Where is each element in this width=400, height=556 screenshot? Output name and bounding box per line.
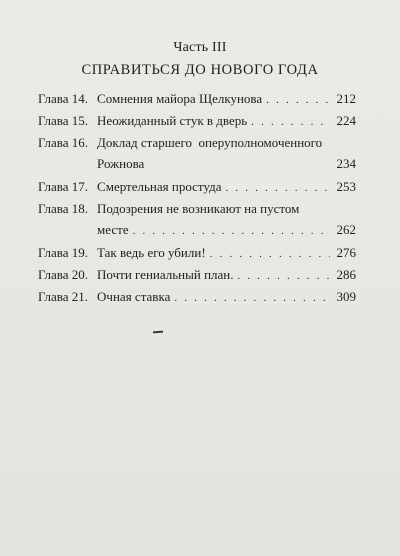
chapter-number: Глава 16.	[38, 135, 89, 150]
chapter-title: Подозрения не возникают на пустом	[97, 201, 300, 216]
chapter-title: Так ведь его убили!	[97, 245, 206, 260]
page-number: 212	[336, 91, 356, 106]
chapter-number: Глава 19.	[38, 245, 89, 260]
toc-entry-17	[38, 176, 356, 199]
dot-leader	[251, 112, 330, 133]
chapter-number: Глава 15.	[38, 113, 89, 128]
chapter-number: Глава 20.	[38, 267, 89, 282]
toc-entry-18	[38, 198, 356, 242]
part-title: СПРАВИТЬСЯ ДО НОВОГО ГОДА	[81, 62, 319, 78]
chapter-number: Глава 14.	[38, 91, 89, 106]
ink-mark	[153, 331, 163, 334]
dot-leader	[210, 244, 330, 265]
chapter-title: Сомнения майора Щелкунова	[97, 91, 263, 106]
chapter-title: Смертельная простуда	[97, 179, 222, 194]
dot-leader	[226, 178, 331, 199]
page-number: 224	[336, 113, 356, 128]
page-number: 234	[336, 156, 356, 171]
dot-leader	[133, 221, 330, 242]
page-number: 286	[336, 267, 356, 282]
dot-leader	[266, 90, 330, 111]
dot-leader	[238, 266, 331, 287]
chapter-title: Доклад старшего оперуполномоченного	[97, 135, 323, 150]
page-number: 262	[336, 222, 356, 237]
toc-entry-19	[38, 242, 356, 265]
page-number: 309	[336, 289, 356, 304]
chapter-number: Глава 18.	[38, 201, 89, 216]
chapter-title-continued: месте	[97, 222, 129, 237]
toc-entry-15	[38, 110, 356, 133]
chapter-number: Глава 17.	[38, 179, 89, 194]
part-label: Часть III	[173, 40, 227, 55]
page-number: 253	[336, 179, 356, 194]
toc-entry-21	[38, 286, 356, 309]
page-number: 276	[336, 245, 356, 260]
toc-entry-14	[38, 88, 356, 111]
chapter-number: Глава 21.	[38, 289, 89, 304]
toc-entry-16	[38, 132, 356, 174]
chapter-title: Неожиданный стук в дверь	[97, 113, 248, 128]
dot-leader	[174, 288, 330, 309]
toc-entry-20	[38, 264, 356, 287]
chapter-title: Очная ставка	[97, 289, 171, 304]
chapter-title: Почти гениальный план.	[97, 267, 234, 282]
chapter-title-continued: Рожнова	[97, 156, 145, 171]
